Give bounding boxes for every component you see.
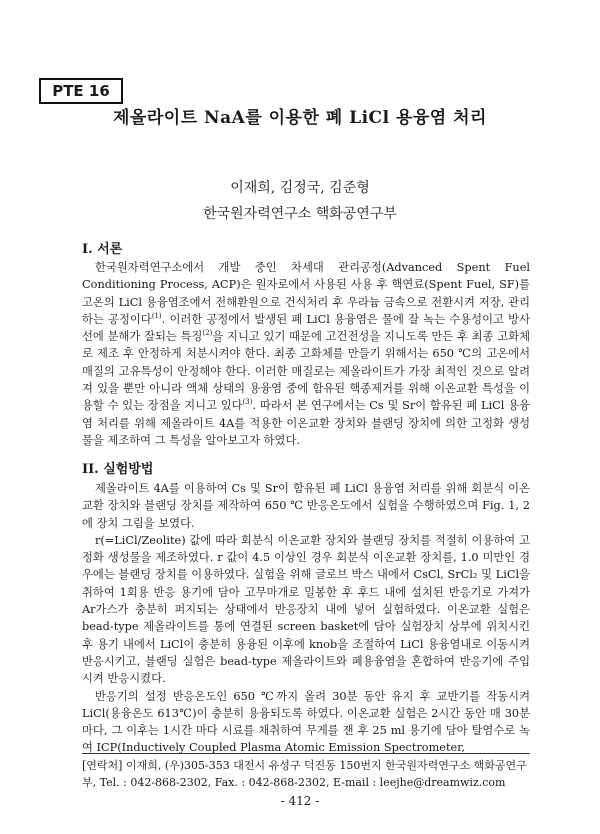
reference-marker: (2): [202, 329, 213, 338]
contact-footnote: [연락처] 이재희, (우)305-353 대전시 유성구 덕진동 150번지 한국원자력연구소 핵화공연구부, Tel. : 042-868-2302, Fax. : 042-868-2302, E-mail : leejhe@dreamwiz.com: [82, 759, 527, 789]
section-heading-methods: II. 실험방법: [82, 462, 154, 477]
methods-body: [82, 480, 530, 757]
intro-text-part-1: 한국원자력연구소에서 개발 중인 차세대 관리공정(Advanced Spent Fuel Conditioning Process, ACP)은 원자로에서 사용된 사용 후 핵연료(Spent Fuel, SF)를 고온의 LiCl 용융염조에서 전해환원으로 건식처리 후 우라늄 금속으로 전환시켜 저장, 관리하는 공정이다: [82, 261, 530, 326]
intro-text-part-2: . 이러한 공정에서 발생된 폐 LiCl 용융염은 물에 잘 녹는 수용성이고 방사선에 분해가 잘되는 특징: [82, 312, 530, 344]
author-affiliation: 한국원자력연구소 핵화공연구부: [203, 206, 397, 222]
intro-text-part-4: . 따라서 본 연구에서는 Cs 및 Sr이 함유된 폐 LiCl 용융염 처리를 위해 제올라이트 4A를 적용한 이온교환 장치와 블랜딩 장치에 의한 고정화 생성물을 제조하여 그 특성을 알아보고자 하였다.: [82, 399, 530, 447]
methods-paragraph-1: 제올라이트 4A를 이용하여 Cs 및 Sr이 함유된 폐 LiCl 용융염 처리를 위해 회분식 이온교환 장치와 블랜딩 장치를 제작하여 650 ℃ 반응온도에서 실험을 수행하였으며 Fig. 1, 2에 장치 그림을 보였다.: [82, 482, 530, 530]
author-list: 이재희, 김정국, 김준형: [230, 180, 370, 196]
methods-paragraph-3: 반응기의 설정 반응온도인 650 ℃까지 올려 30분 동안 유지 후 교반기를 작동시켜 LiCl(용융온도 613℃)이 충분히 용융되도록 하였다. 이온교환 실험은 2시간 동안 매 30분마다, 그 이후는 1시간 마다 시료를 채취하여 무게를 잰 후 25 ml 용기에 담아 탈염수로 녹여 ICP(Inductively Coupled Plasma Atomic Emission Spectrometer,: [82, 689, 530, 755]
footnote-divider: [82, 753, 530, 754]
section-heading-introduction: I. 서론: [82, 242, 123, 257]
methods-paragraph-2: r(=LiCl/Zeolite) 값에 따라 회분식 이온교환 장치와 블랜딩 장치를 적절히 이용하여 고정화 생성물을 제조하였다. r 값이 4.5 이상인 경우 회분식 이온교환 장치를, 1.0 미만인 경우에는 블랜딩 장치를 이용하였다. 실험을 위해 글로브 박스 내에서 CsCl, SrCl₂ 및 LiCl을 취하여 1회용 반응 용기에 담아 고무마개로 밀봉한 후 후드 내에 설치된 반응기로 가져가 Ar가스가 충분히 퍼지되는 상태에서 반응장치 내에 넣어 실험하였다. 이온교환 실험은 bead-type 제올라이트를 통에 연결된 screen basket에 담아 실험장치 상부에 위치시킨 후 용기 내에서 LiCl이 충분히 용융된 이후에 knob을 조절하여 LiCl 용융염내로 이동시켜 반응시키고, 블랜딩 실험은 bead-type 제올라이트와 폐용융염을 혼합하여 반응기에 주입시켜 반응시켰다.: [82, 533, 530, 686]
introduction-paragraph: [82, 259, 530, 449]
reference-marker: (1): [151, 312, 162, 321]
page-number: - 412 -: [280, 794, 320, 808]
paper-code-box: PTE 16: [39, 78, 123, 104]
paper-title: 제올라이트 NaA를 이용한 폐 LiCl 용융염 처리: [113, 108, 487, 128]
introduction-body: [82, 259, 530, 449]
intro-text-part-3: 을 지니고 있기 때문에 고건전성을 지니도록 만든 후 최종 고화체로 제조 후 안정하게 처분시켜야 한다. 최종 고화체를 만들기 위해서는 650 ℃의 고온에서 매질의 고유특성이 안정해야 한다. 이러한 매질로는 제올라이트가 가장 최적인 것으로 알려져 있을 뿐만 아니라 액체 상태의 용융염 중에 함유된 핵종제거를 위해 이온교환 특성을 이용할 수 있는 장점을 지니고 있다: [82, 330, 530, 413]
reference-marker: (3): [242, 398, 253, 407]
